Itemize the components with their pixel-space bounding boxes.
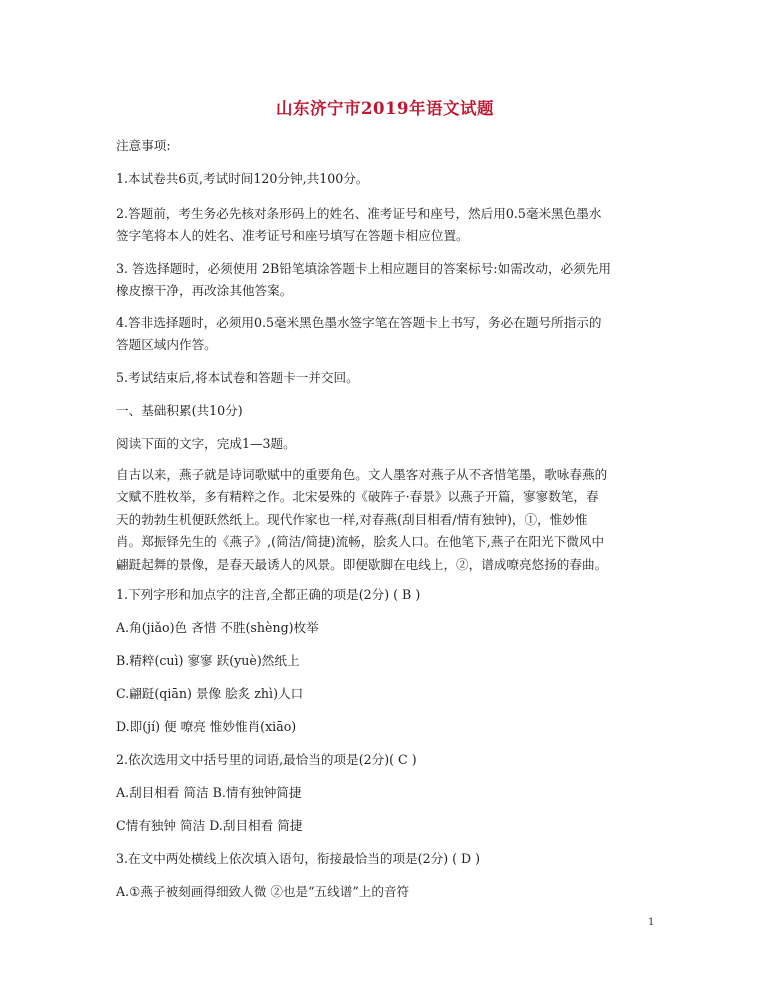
question-3-stem: 3.在文中两处横线上依次填入语句，衔接最恰当的项是(2分) ( D ) xyxy=(116,851,481,866)
question-3-option-a: A.①燕子被刻画得细致人微 ②也是“五线谱”上的音符 xyxy=(116,884,410,899)
notice-item-5: 5.考试结束后,将本试卷和答题卡一并交回。 xyxy=(116,370,359,385)
notice-item-2-line-1: 2.答题前，考生务必先核对条形码上的姓名、准考证号和座号，然后用0.5毫米黑色墨水 xyxy=(116,206,602,221)
question-1-option-d: D.即(jí) 便 嘹亮 惟妙惟肖(xiāo) xyxy=(116,719,297,734)
question-1-option-c: C.翩跹(qiān) 景像 脍炙 zhì)人口 xyxy=(116,686,304,701)
question-1-option-b: B.精粹(cuì) 寥寥 跃(yuè)然纸上 xyxy=(116,653,300,668)
notice-item-4-line-2: 答题区域内作答。 xyxy=(116,337,217,353)
reading-instruction: 阅读下面的文字，完成1—3题。 xyxy=(116,436,296,451)
passage-line-1: 自古以来，燕子就是诗词歌赋中的重要角色。文人墨客对燕子从不吝惜笔墨，歌咏春燕的 xyxy=(116,467,608,482)
question-2-options-cd: C情有独钟 简洁 D.刮目相看 简捷 xyxy=(116,818,303,833)
question-2-options-ab: A.刮目相看 简洁 B.情有独钟简捷 xyxy=(116,785,302,800)
notice-item-3 xyxy=(116,258,664,303)
passage-line-4: 肖。郑振铎先生的《燕子》,(简洁/简捷)流畅，脍炙人口。在他笔下,燕子在阳光下微风中 xyxy=(116,534,605,550)
notice-item-2 xyxy=(116,203,664,248)
notice-item-4-line-1: 4.答非选择题时，必须用0.5毫米黑色墨水签字笔在答题卡上书写，务必在题号所指示的 xyxy=(116,315,602,330)
page-number: 1 xyxy=(648,917,655,928)
notice-item-3-line-1: 3. 答选择题时，必须使用 2B铅笔填涂答题卡上相应题目的答案标号:如需改动，必须先用 xyxy=(116,261,611,276)
passage-line-2: 文赋不胜枚举，多有精粹之作。北宋晏殊的《破阵子·春景》以燕子开篇，寥寥数笔，春 xyxy=(116,489,599,505)
passage-line-5: 翩跹起舞的景像，是春天最诱人的风景。即便歇脚在电线上，②，谱成嘹亮悠扬的春曲。 xyxy=(116,556,608,572)
notice-item-4 xyxy=(116,312,664,357)
notice-item-2-line-2: 签字笔将本人的姓名、准考证号和座号填写在答题卡相应位置。 xyxy=(116,228,469,244)
reading-passage xyxy=(116,464,664,576)
notice-item-3-line-2: 橡皮擦干净，再改涂其他答案。 xyxy=(116,283,293,299)
section-heading: 一、基础积累(共10分) xyxy=(116,403,243,418)
notice-item-1: 1.本试卷共6页,考试时间120分钟,共100分。 xyxy=(116,171,369,186)
notice-heading: 注意事项: xyxy=(116,138,171,153)
question-2-stem: 2.依次选用文中括号里的词语,最恰当的项是(2分)( C ) xyxy=(116,752,417,767)
page-title: 山东济宁市2019年语文试题 xyxy=(276,99,494,118)
passage-line-3: 天的勃勃生机便跃然纸上。现代作家也一样,对春燕(刮目相看/情有独钟)，①，惟妙惟 xyxy=(116,511,588,527)
question-1-option-a: A.角(jiǎo)色 吝惜 不胜(shèng)枚举 xyxy=(116,620,319,635)
question-1-stem: 1.下列字形和加点字的注音,全都正确的项是(2分) ( B ) xyxy=(116,587,421,602)
